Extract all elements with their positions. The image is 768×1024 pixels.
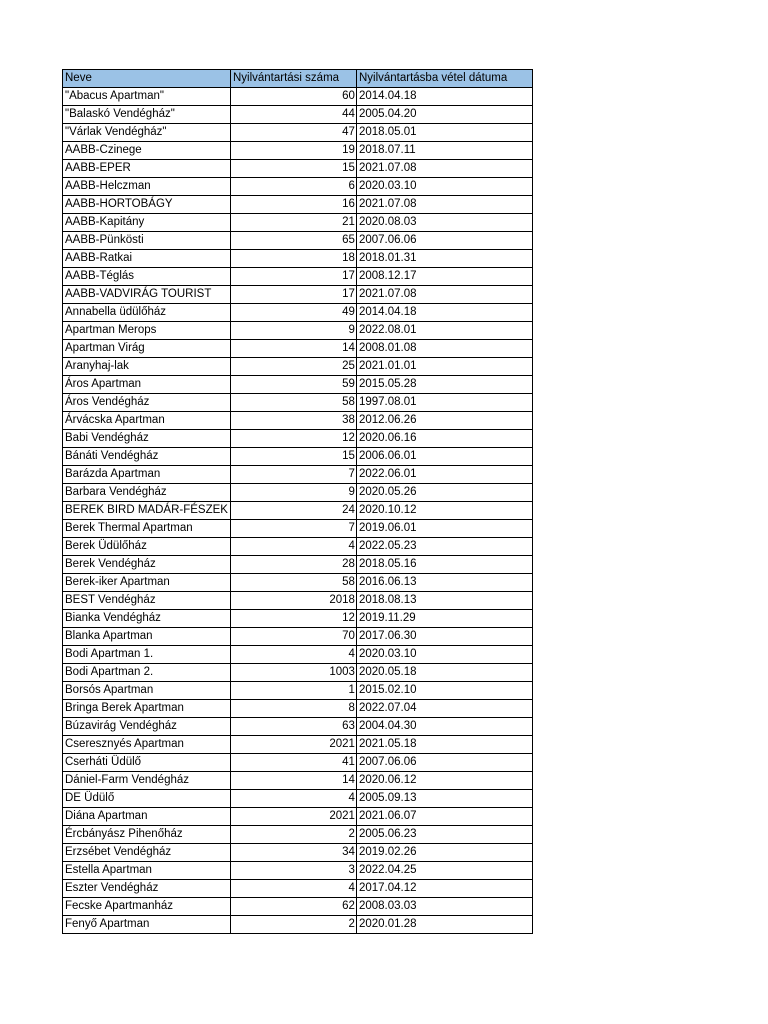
- table-row: [63, 106, 533, 124]
- cell-reg-number[interactable]: 12: [230, 430, 356, 448]
- cell-reg-number[interactable]: 15: [230, 160, 356, 178]
- table-row: [63, 214, 533, 232]
- cell-reg-number[interactable]: 18: [230, 250, 356, 268]
- cell-name[interactable]: Dániel-Farm Vendégház: [63, 772, 231, 790]
- cell-reg-number[interactable]: 3: [230, 862, 356, 880]
- cell-reg-date[interactable]: 2022.07.04: [356, 700, 532, 718]
- cell-reg-date[interactable]: 2014.04.18: [356, 88, 532, 106]
- header-row: [63, 70, 533, 88]
- cell-reg-date[interactable]: 2017.06.30: [356, 628, 532, 646]
- cell-reg-date[interactable]: 2019.06.01: [356, 520, 532, 538]
- header-name[interactable]: Neve: [63, 70, 231, 88]
- cell-reg-number[interactable]: 58: [230, 394, 356, 412]
- cell-name[interactable]: "Balaskó Vendégház": [63, 106, 231, 124]
- table-row: [63, 142, 533, 160]
- cell-reg-number[interactable]: 4: [230, 538, 356, 556]
- table-row: [63, 610, 533, 628]
- table-row: [63, 412, 533, 430]
- table-row: [63, 196, 533, 214]
- cell-reg-number[interactable]: 38: [230, 412, 356, 430]
- table-row: [63, 880, 533, 898]
- cell-name[interactable]: Annabella üdülőház: [63, 304, 231, 322]
- cell-name[interactable]: BEST Vendégház: [63, 592, 231, 610]
- cell-reg-number[interactable]: 6: [230, 178, 356, 196]
- table-row: [63, 772, 533, 790]
- table-row: [63, 178, 533, 196]
- cell-reg-number[interactable]: 44: [230, 106, 356, 124]
- table-row: [63, 538, 533, 556]
- cell-name[interactable]: AABB-Ratkai: [63, 250, 231, 268]
- cell-reg-date[interactable]: 2019.11.29: [356, 610, 532, 628]
- cell-name[interactable]: Erzsébet Vendégház: [63, 844, 231, 862]
- table-row: [63, 574, 533, 592]
- cell-reg-date[interactable]: 2022.05.23: [356, 538, 532, 556]
- cell-name[interactable]: Barázda Apartman: [63, 466, 231, 484]
- cell-reg-date[interactable]: 2012.06.26: [356, 412, 532, 430]
- cell-reg-number[interactable]: 63: [230, 718, 356, 736]
- table-row: [63, 250, 533, 268]
- cell-name[interactable]: Berek-iker Apartman: [63, 574, 231, 592]
- table-row: [63, 808, 533, 826]
- cell-name[interactable]: Borsós Apartman: [63, 682, 231, 700]
- cell-reg-number[interactable]: 2: [230, 916, 356, 934]
- table-row: [63, 268, 533, 286]
- cell-name[interactable]: Barbara Vendégház: [63, 484, 231, 502]
- cell-name[interactable]: Cseresznyés Apartman: [63, 736, 231, 754]
- table-row: [63, 664, 533, 682]
- cell-reg-date[interactable]: 2021.07.08: [356, 160, 532, 178]
- cell-name[interactable]: Áros Vendégház: [63, 394, 231, 412]
- cell-reg-date[interactable]: 2022.08.01: [356, 322, 532, 340]
- cell-reg-date[interactable]: 2008.12.17: [356, 268, 532, 286]
- table-row: [63, 304, 533, 322]
- cell-name[interactable]: Árvácska Apartman: [63, 412, 231, 430]
- cell-name[interactable]: Bringa Berek Apartman: [63, 700, 231, 718]
- cell-reg-date[interactable]: 2014.04.18: [356, 304, 532, 322]
- cell-name[interactable]: AABB-Téglás: [63, 268, 231, 286]
- cell-reg-number[interactable]: 17: [230, 268, 356, 286]
- cell-reg-date[interactable]: 2022.06.01: [356, 466, 532, 484]
- table-row: [63, 502, 533, 520]
- cell-name[interactable]: AABB-HORTOBÁGY: [63, 196, 231, 214]
- table-row: [63, 466, 533, 484]
- cell-reg-number[interactable]: 59: [230, 376, 356, 394]
- table-row: [63, 88, 533, 106]
- cell-reg-number[interactable]: 28: [230, 556, 356, 574]
- cell-reg-number[interactable]: 8: [230, 700, 356, 718]
- cell-reg-date[interactable]: 2019.02.26: [356, 844, 532, 862]
- cell-reg-number[interactable]: 12: [230, 610, 356, 628]
- table-row: [63, 322, 533, 340]
- cell-reg-date[interactable]: 2005.06.23: [356, 826, 532, 844]
- cell-name[interactable]: Berek Vendégház: [63, 556, 231, 574]
- cell-reg-date[interactable]: 2020.05.18: [356, 664, 532, 682]
- table-row: [63, 754, 533, 772]
- cell-reg-date[interactable]: 2020.03.10: [356, 646, 532, 664]
- cell-reg-date[interactable]: 2022.04.25: [356, 862, 532, 880]
- cell-name[interactable]: Bodi Apartman 1.: [63, 646, 231, 664]
- table-row: [63, 628, 533, 646]
- table-row: [63, 592, 533, 610]
- table-row: [63, 286, 533, 304]
- cell-name[interactable]: Fecske Apartmanház: [63, 898, 231, 916]
- cell-name[interactable]: AABB-Kapitány: [63, 214, 231, 232]
- cell-reg-date[interactable]: 2017.04.12: [356, 880, 532, 898]
- spreadsheet: [62, 69, 533, 934]
- cell-reg-number[interactable]: 2021: [230, 808, 356, 826]
- cell-reg-date[interactable]: 2005.09.13: [356, 790, 532, 808]
- header-reg-date[interactable]: Nyilvántartásba vétel dátuma: [356, 70, 532, 88]
- cell-name[interactable]: AABB-Helczman: [63, 178, 231, 196]
- cell-reg-date[interactable]: 2021.07.08: [356, 286, 532, 304]
- table-row: [63, 160, 533, 178]
- cell-reg-date[interactable]: 2020.01.28: [356, 916, 532, 934]
- table-row: [63, 700, 533, 718]
- table-row: [63, 718, 533, 736]
- accommodation-table: [62, 69, 533, 934]
- cell-reg-date[interactable]: 2008.03.03: [356, 898, 532, 916]
- cell-name[interactable]: Berek Üdülőház: [63, 538, 231, 556]
- cell-reg-number[interactable]: 17: [230, 286, 356, 304]
- cell-reg-date[interactable]: 2008.01.08: [356, 340, 532, 358]
- cell-reg-date[interactable]: 2020.10.12: [356, 502, 532, 520]
- table-row: [63, 232, 533, 250]
- cell-name[interactable]: "Várlak Vendégház": [63, 124, 231, 142]
- cell-reg-number[interactable]: 7: [230, 466, 356, 484]
- cell-reg-number[interactable]: 24: [230, 502, 356, 520]
- cell-reg-number[interactable]: 65: [230, 232, 356, 250]
- table-row: [63, 448, 533, 466]
- cell-reg-date[interactable]: 2020.06.12: [356, 772, 532, 790]
- cell-reg-number[interactable]: 4: [230, 790, 356, 808]
- cell-reg-number[interactable]: 2: [230, 826, 356, 844]
- table-row: [63, 430, 533, 448]
- cell-reg-date[interactable]: 2007.06.06: [356, 232, 532, 250]
- table-row: [63, 520, 533, 538]
- cell-reg-date[interactable]: 2015.05.28: [356, 376, 532, 394]
- table-row: [63, 916, 533, 934]
- cell-reg-number[interactable]: 14: [230, 340, 356, 358]
- cell-reg-number[interactable]: 4: [230, 880, 356, 898]
- table-row: [63, 826, 533, 844]
- cell-name[interactable]: AABB-EPER: [63, 160, 231, 178]
- cell-reg-number[interactable]: 16: [230, 196, 356, 214]
- cell-name[interactable]: AABB-Pünkösti: [63, 232, 231, 250]
- cell-name[interactable]: Bianka Vendégház: [63, 610, 231, 628]
- cell-name[interactable]: Blanka Apartman: [63, 628, 231, 646]
- table-row: [63, 844, 533, 862]
- cell-reg-number[interactable]: 25: [230, 358, 356, 376]
- cell-reg-date[interactable]: 2020.03.10: [356, 178, 532, 196]
- cell-name[interactable]: Áros Apartman: [63, 376, 231, 394]
- cell-name[interactable]: AABB-VADVIRÁG TOURIST: [63, 286, 231, 304]
- cell-name[interactable]: Diána Apartman: [63, 808, 231, 826]
- table-row: [63, 898, 533, 916]
- cell-reg-number[interactable]: 9: [230, 484, 356, 502]
- cell-reg-date[interactable]: 2018.05.16: [356, 556, 532, 574]
- cell-reg-date[interactable]: 2021.07.08: [356, 196, 532, 214]
- cell-name[interactable]: AABB-Czinege: [63, 142, 231, 160]
- cell-name[interactable]: Fenyő Apartman: [63, 916, 231, 934]
- cell-name[interactable]: Estella Apartman: [63, 862, 231, 880]
- cell-reg-date[interactable]: 2005.04.20: [356, 106, 532, 124]
- cell-name[interactable]: Apartman Merops: [63, 322, 231, 340]
- cell-reg-date[interactable]: 2018.07.11: [356, 142, 532, 160]
- cell-reg-number[interactable]: 58: [230, 574, 356, 592]
- cell-name[interactable]: BEREK BIRD MADÁR-FÉSZEK: [63, 502, 231, 520]
- table-row: [63, 682, 533, 700]
- cell-reg-date[interactable]: 2020.05.26: [356, 484, 532, 502]
- cell-reg-number[interactable]: 60: [230, 88, 356, 106]
- cell-name[interactable]: Búzavirág Vendégház: [63, 718, 231, 736]
- cell-name[interactable]: Berek Thermal Apartman: [63, 520, 231, 538]
- cell-name[interactable]: Ércbányász Pihenőház: [63, 826, 231, 844]
- cell-name[interactable]: Apartman Virág: [63, 340, 231, 358]
- cell-name[interactable]: DE Üdülő: [63, 790, 231, 808]
- cell-reg-date[interactable]: 2015.02.10: [356, 682, 532, 700]
- cell-reg-number[interactable]: 1003: [230, 664, 356, 682]
- table-row: [63, 376, 533, 394]
- cell-name[interactable]: Eszter Vendégház: [63, 880, 231, 898]
- cell-reg-number[interactable]: 34: [230, 844, 356, 862]
- cell-reg-date[interactable]: 2018.08.13: [356, 592, 532, 610]
- cell-reg-date[interactable]: 2021.01.01: [356, 358, 532, 376]
- cell-reg-date[interactable]: 2020.08.03: [356, 214, 532, 232]
- cell-reg-date[interactable]: 2016.06.13: [356, 574, 532, 592]
- table-row: [63, 556, 533, 574]
- table-row: [63, 340, 533, 358]
- cell-name[interactable]: "Abacus Apartman": [63, 88, 231, 106]
- cell-reg-number[interactable]: 41: [230, 754, 356, 772]
- cell-reg-number[interactable]: 14: [230, 772, 356, 790]
- header-reg-number[interactable]: Nyilvántartási száma: [230, 70, 356, 88]
- table-row: [63, 484, 533, 502]
- cell-name[interactable]: Bodi Apartman 2.: [63, 664, 231, 682]
- cell-reg-date[interactable]: 2018.01.31: [356, 250, 532, 268]
- cell-reg-number[interactable]: 2018: [230, 592, 356, 610]
- cell-reg-number[interactable]: 9: [230, 322, 356, 340]
- cell-reg-date[interactable]: 2004.04.30: [356, 718, 532, 736]
- cell-reg-number[interactable]: 49: [230, 304, 356, 322]
- table-row: [63, 394, 533, 412]
- cell-reg-number[interactable]: 4: [230, 646, 356, 664]
- cell-name[interactable]: Bánáti Vendégház: [63, 448, 231, 466]
- cell-reg-date[interactable]: 2021.05.18: [356, 736, 532, 754]
- cell-reg-number[interactable]: 70: [230, 628, 356, 646]
- cell-reg-number[interactable]: 1: [230, 682, 356, 700]
- cell-reg-date[interactable]: 2018.05.01: [356, 124, 532, 142]
- cell-reg-date[interactable]: 2007.06.06: [356, 754, 532, 772]
- table-row: [63, 790, 533, 808]
- table-row: [63, 124, 533, 142]
- cell-reg-number[interactable]: 19: [230, 142, 356, 160]
- cell-name[interactable]: Babi Vendégház: [63, 430, 231, 448]
- table-row: [63, 736, 533, 754]
- cell-reg-number[interactable]: 15: [230, 448, 356, 466]
- cell-reg-date[interactable]: 2020.06.16: [356, 430, 532, 448]
- cell-reg-number[interactable]: 7: [230, 520, 356, 538]
- table-row: [63, 358, 533, 376]
- cell-reg-date[interactable]: 1997.08.01: [356, 394, 532, 412]
- table-row: [63, 646, 533, 664]
- cell-reg-number[interactable]: 47: [230, 124, 356, 142]
- table-body: [63, 88, 533, 934]
- cell-reg-number[interactable]: 2021: [230, 736, 356, 754]
- cell-name[interactable]: Aranyhaj-lak: [63, 358, 231, 376]
- cell-reg-date[interactable]: 2021.06.07: [356, 808, 532, 826]
- cell-reg-date[interactable]: 2006.06.01: [356, 448, 532, 466]
- cell-reg-number[interactable]: 62: [230, 898, 356, 916]
- table-row: [63, 862, 533, 880]
- cell-name[interactable]: Cserháti Üdülő: [63, 754, 231, 772]
- cell-reg-number[interactable]: 21: [230, 214, 356, 232]
